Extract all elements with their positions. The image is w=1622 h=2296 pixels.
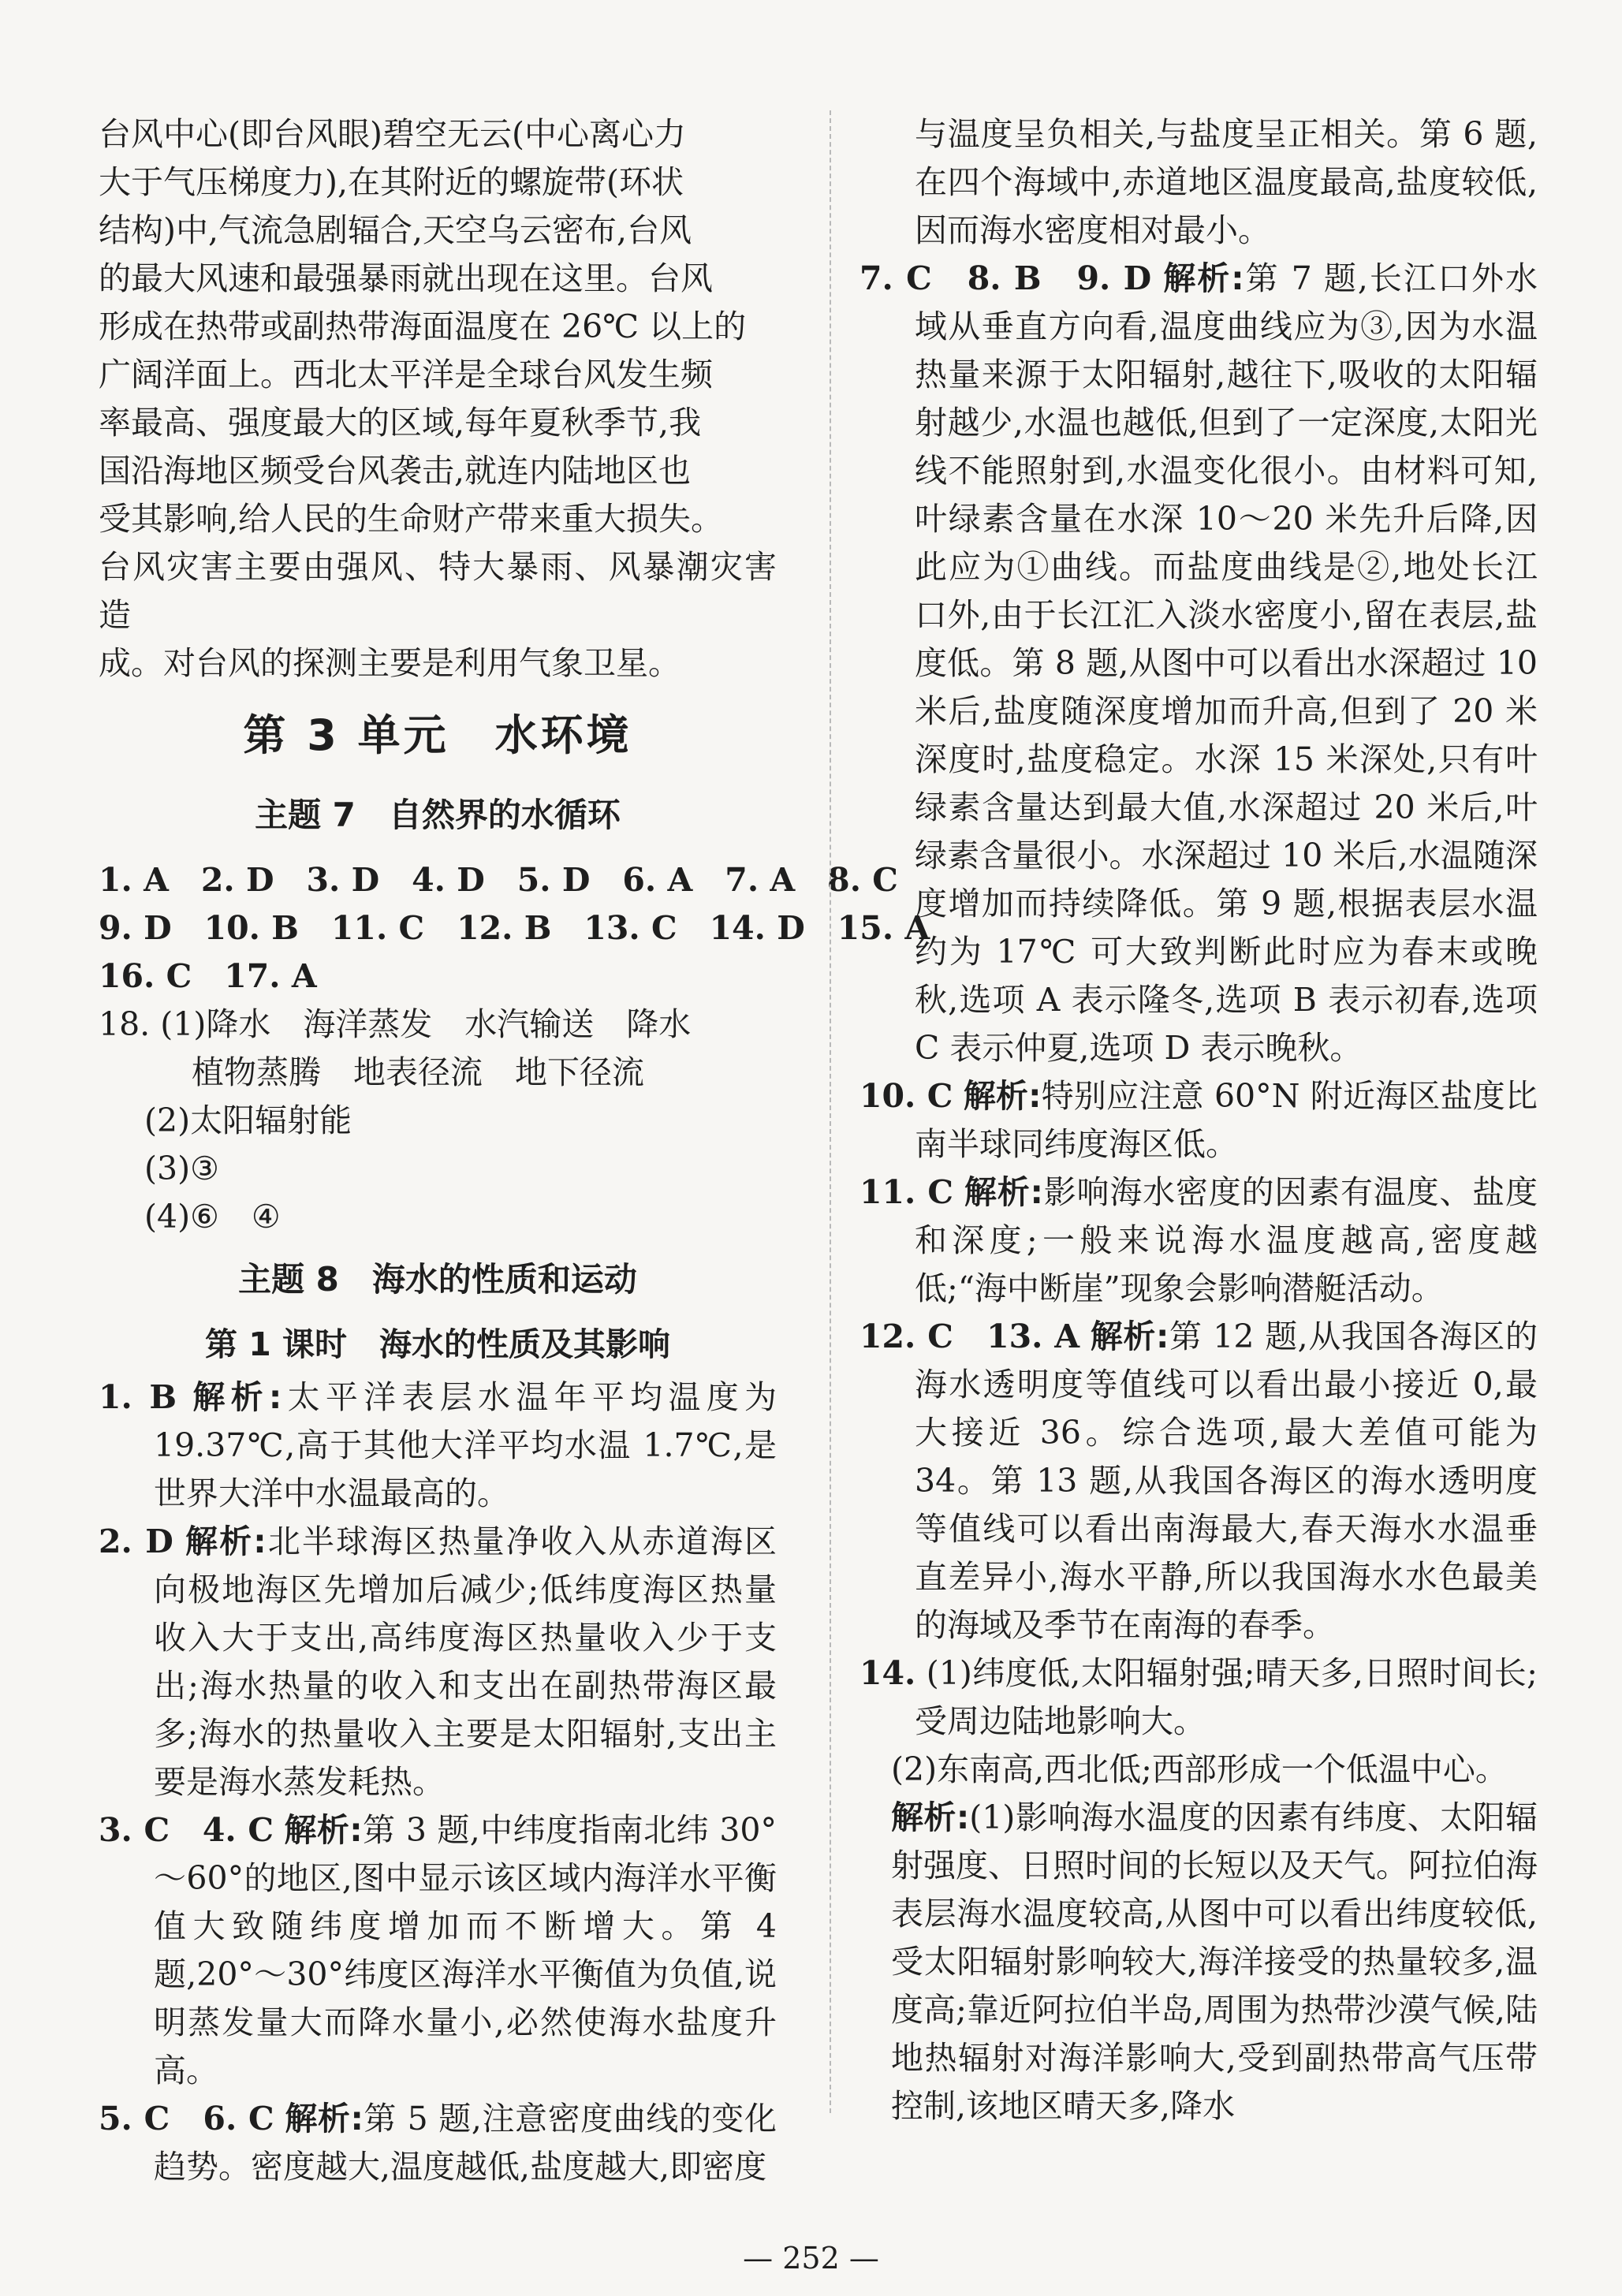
analysis-label: 解析:	[891, 1798, 970, 1836]
analysis-label: 解析:	[963, 1077, 1042, 1115]
intro-line: 形成在热带或副热带海面温度在 26℃ 以上的	[99, 308, 747, 345]
answer-row: 1. A 2. D 3. D 4. D 5. D 6. A 7. A 8. C	[99, 861, 898, 899]
analysis-label: 解析:	[285, 2100, 364, 2138]
answer-row: 16. C 17. A	[99, 957, 317, 995]
intro-line: 成。对台风的探测主要是利用气象卫星。	[99, 644, 680, 682]
answer-number: 1. B	[99, 1378, 177, 1416]
topic-7-title: 主题 7 自然界的水循环	[255, 796, 621, 834]
answer-number: 14.	[859, 1654, 916, 1692]
q18-line: 植物蒸腾 地表径流 地下径流	[192, 1053, 644, 1091]
analysis-text: 第 7 题,长江口外水域从垂直方向看,温度曲线应为③,因为水温热量来源于太阳辐射,越往下,吸收的太阳辐射越少,水温也越低,但到了一定深度,太阳光线不能照射到,水温变化很小。由材料可知,叶绿素含量在水深 10～20 米先升后降,因此应为①曲线。而盐度曲线是②,地处长江口外,由于长江汇入淡水密度小,留在表层,盐度低。第 8 题,从图中可以看出水深超过 10 米后,盐度随深度增加而升高,但到了 20 米深度时,盐度稳定。水深 15 米深处,只有叶绿素含量达到最大值,水深超过 20 米后,叶绿素含量很小。水深超过 10 米后,水温随深度增加而持续降低。第 9 题,根据表层水温约为 17℃ 可大致判断此时应为春末或晚秋,选项 A 表示隆冬,选项 B 表示初春,选项 C 表示仲夏,选项 D 表示晚秋。	[915, 259, 1538, 1067]
analysis-text: 特别应注意 60°N 附近海区盐度比南半球同纬度海区低。	[915, 1077, 1538, 1163]
right-column	[859, 110, 1538, 2130]
intro-line: 台风中心(即台风眼)碧空无云(中心离心力	[99, 115, 686, 153]
page-number: — 252 —	[743, 2241, 879, 2276]
intro-line: 率最高、强度最大的区域,每年夏秋季节,我	[99, 404, 702, 442]
continued-text: 与温度呈负相关,与盐度呈正相关。第 6 题,在四个海域中,赤道地区温度最高,盐度较低,因而海水密度相对最小。	[915, 115, 1538, 249]
lesson-1-title: 第 1 课时 海水的性质及其影响	[204, 1325, 671, 1363]
answer-number: 7. C 8. B 9. D	[859, 259, 1152, 297]
analysis-label: 解析:	[1090, 1318, 1169, 1355]
intro-line: 的最大风速和最强暴雨就出现在这里。台风	[99, 259, 713, 297]
analysis-text: 第 12 题,从我国各海区的海水透明度等值线可以看出最小接近 0,最大接近 36。综合选项,最大差值可能为 34。第 13 题,从我国各海区的海水透明度等值线可以看出南海最大,春天海水水温垂直差异小,海水平静,所以我国海水水色最美的海域及季节在南海的春季。	[915, 1318, 1538, 1644]
answer-q2	[99, 1518, 777, 1806]
unit-title: 第 3 单元 水环境	[243, 710, 632, 760]
answer-q5-q6	[99, 2095, 777, 2191]
q18-line: (4)⑥ ④	[144, 1198, 281, 1236]
analysis-text: 北半球海区热量净收入从赤道海区向极地海区先增加后减少;低纬度海区热量收入大于支出,高纬度海区热量收入少于支出;海水热量的收入和支出在副热带海区最多;海水的热量收入主要是太阳辐射,支出主要是海水蒸发耗热。	[154, 1523, 777, 1801]
intro-line: 广阔洋面上。西北太平洋是全球台风发生频	[99, 356, 713, 393]
q18-line: (2)太阳辐射能	[144, 1101, 352, 1139]
q14-part-2: (2)东南高,西北低;西部形成一个低温中心。	[891, 1750, 1508, 1788]
intro-line: 大于气压梯度力),在其附近的螺旋带(环状	[99, 163, 684, 201]
q14-part-1: (1)纬度低,太阳辐射强;晴天多,日照时间长;受周边陆地影响大。	[915, 1654, 1538, 1740]
intro-line: 受其影响,给人民的生命财产带来重大损失。	[99, 500, 724, 538]
answer-number: 10. C	[859, 1077, 953, 1115]
analysis-label: 解析:	[1163, 259, 1244, 297]
answer-q7-q9	[859, 255, 1538, 1072]
analysis-text: (1)影响海水温度的因素有纬度、太阳辐射强度、日照时间的长短以及天气。阿拉伯海表层海水温度较高,从图中可以看出纬度较低,受太阳辐射影响较大,海洋接受的热量较多,温度高;靠近阿拉伯半岛,周围为热带沙漠气候,陆地热辐射对海洋影响大,受到副热带高气压带控制,该地区晴天多,降水	[891, 1798, 1538, 2125]
answer-row: 9. D 10. B 11. C 12. B 13. C 14. D 15. A	[99, 909, 930, 947]
analysis-text: 影响海水密度的因素有温度、盐度和深度;一般来说海水温度越高,密度越低;“海中断崖”现象会影响潜艇活动。	[915, 1173, 1538, 1307]
answer-q3-q4	[99, 1806, 777, 2095]
analysis-text: 第 5 题,注意密度曲线的变化趋势。密度越大,温度越低,盐度越大,即密度	[154, 2100, 777, 2186]
analysis-label: 解析:	[284, 1811, 363, 1849]
analysis-label: 解析:	[964, 1173, 1043, 1211]
analysis-label: 解析:	[185, 1523, 267, 1560]
intro-line: 国沿海地区频受台风袭击,就连内陆地区也	[99, 452, 692, 490]
answer-number: 3. C 4. C	[99, 1811, 274, 1849]
column-divider	[830, 110, 831, 2113]
analysis-text: 第 3 题,中纬度指南北纬 30°～60°的地区,图中显示该区域内海洋水平衡值大致随纬度增加而不断增大。第 4 题,20°～30°纬度区海洋水平衡值为负值,说明蒸发量大而降水量小,必然使海水盐度升高。	[154, 1811, 777, 2089]
analysis-text: 太平洋表层水温年平均温度为 19.37℃,高于其他大洋平均水温 1.7℃,是世界大洋中水温最高的。	[154, 1378, 777, 1512]
analysis-label: 解析:	[192, 1378, 282, 1416]
intro-line: 结构)中,气流急剧辐合,天空乌云密布,台风	[99, 211, 692, 249]
answer-number: 5. C 6. C	[99, 2100, 274, 2138]
answer-q14	[859, 1649, 1538, 1746]
answer-number: 11. C	[859, 1173, 954, 1211]
q18-line: 18. (1)降水 海洋蒸发 水汽输送 降水	[99, 1005, 692, 1043]
answer-number: 12. C 13. A	[859, 1318, 1080, 1355]
q18-line: (3)③	[144, 1150, 219, 1187]
answer-q1	[99, 1374, 777, 1518]
answer-q11	[859, 1168, 1538, 1313]
typhoon-intro	[99, 110, 777, 688]
answer-number: 2. D	[99, 1523, 173, 1560]
intro-line: 台风灾害主要由强风、特大暴雨、风暴潮灾害造	[99, 548, 777, 634]
answer-q10	[859, 1072, 1538, 1168]
q14-analysis	[859, 1794, 1538, 2130]
answer-q12-q13	[859, 1313, 1538, 1649]
topic-8-title: 主题 8 海水的性质和运动	[238, 1260, 637, 1299]
